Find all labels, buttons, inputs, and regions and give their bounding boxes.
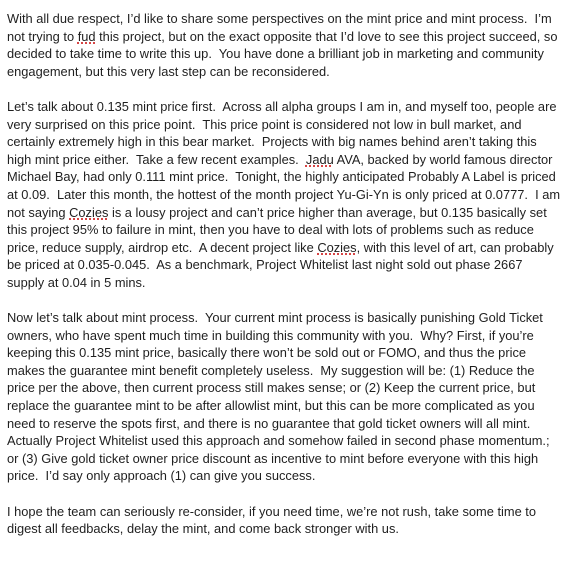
text-segment: , with this level of art, can probably be priced at 0.035-0.045. As a benchmark, Project Whitelist last night sold out phase 2667 supply at 0.04 in 5 mins. xyxy=(7,239,558,290)
text-segment: Let’s talk about 0.135 mint price first. Across all alpha groups I am in, and myself too, people are very surprised on this price point. This price point is considered not low in bull market, and certainly extremely high in this bear market. Projects with big names behind aren’t taking this high mint price either. Take a few recent examples. xyxy=(7,98,561,167)
paragraph-intro xyxy=(7,10,563,80)
text-segment: is a lousy project and can’t price higher than average, but 0.135 basically set this project 95% to failure in mint, then you have to deal with lots of problems such as reduce price, reduce supply, airdrop etc. A decent project like xyxy=(7,204,551,255)
text-segment: AVA, backed by world famous director Michael Bay, had only 0.111 mint price. Tonight, the highly anticipated Probably A Label is priced at 0.09. Later this month, the hottest of the month project Yu-Gi-Yn is only priced at 0.0777. I am not saying xyxy=(7,151,564,220)
paragraph-closing xyxy=(7,503,563,538)
document-body[interactable] xyxy=(7,10,563,538)
misspelled-word[interactable]: Cozies xyxy=(317,239,357,255)
misspelled-word[interactable]: Cozies xyxy=(69,204,109,220)
misspelled-word[interactable]: Jadu xyxy=(305,151,334,167)
misspelled-word[interactable]: fud xyxy=(77,28,96,44)
text-segment: I hope the team can seriously re-consider, if you need time, we’re not rush, take some time to digest all feedbacks, delay the mint, and come back stronger with us. xyxy=(7,503,540,537)
paragraph-mint-price xyxy=(7,98,563,292)
text-segment: With all due respect, I’d like to share some perspectives on the mint price and mint process. I’m not trying to xyxy=(7,11,556,44)
text-segment: this project, but on the exact opposite that I’d love to see this project succeed, so decided to take time to write this up. You have done a brilliant job in marketing and community engagement, but this very last step can be reconsidered. xyxy=(7,28,562,79)
paragraph-mint-process xyxy=(7,309,563,485)
text-segment: Now let’s talk about mint process. Your current mint process is basically punishing Gold Ticket owners, who have spent much time in building this community with you. Why? First, if you’re keeping this 0.135 mint price, basically there won’t be sold out or FOMO, and thus the price makes the guarantee mint benefit completely useless. My suggestion will be: (1) Reduce the price per the above, then current process still makes sense; or (2) Keep the current price, but replace the guarantee mint to be after allowlist mint, but this can be more complicated as you need to reserve the spots first, and there is no guarantee that gold ticket owners will all mint. Actually Project Whitelist used this approach and somehow failed in second phase momentum.; or (3) Give gold ticket owner price discount as incentive to mint before everyone with this high price. I’d say only approach (1) can give you success. xyxy=(7,310,554,484)
